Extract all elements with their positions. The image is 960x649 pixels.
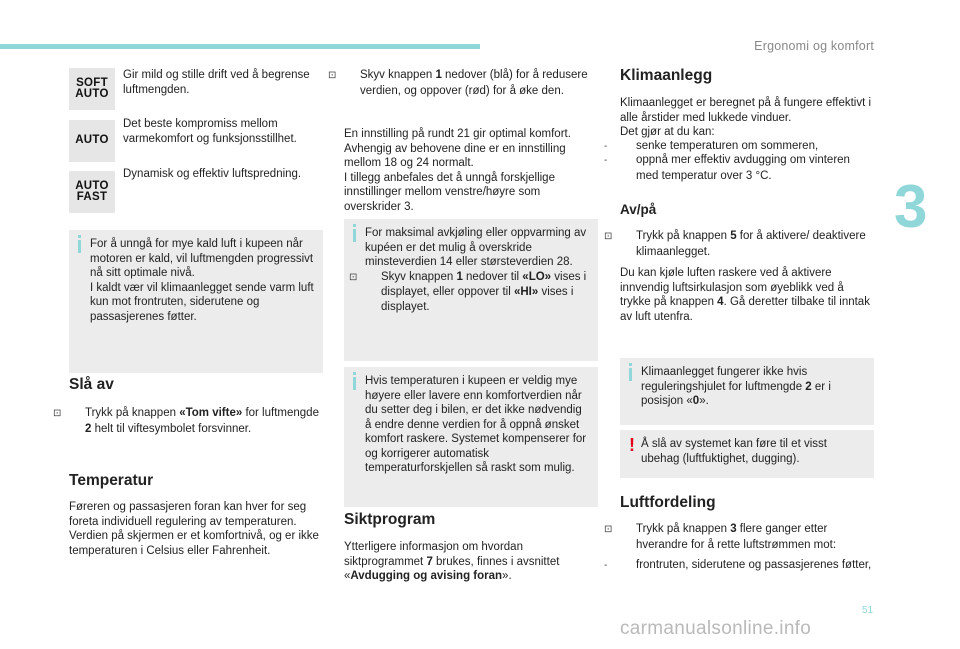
text: vises i displayet. [381, 286, 574, 313]
text: Trykk på knappen [85, 407, 180, 419]
temperatur-text: Føreren og passasjeren foran kan hver for seg foreta individuell regulering av temperaturen. Verdien på skjermen er et komfortnivå, og er ikke temperaturen i Celsius eller Fahrenheit. [69, 501, 319, 557]
info-bar-icon [78, 240, 81, 253]
luftfordeling-instruction [604, 522, 874, 552]
text: helt til viftesymbolet forsvinner. [91, 422, 252, 435]
text: brukes, finnes i avsnittet « [344, 555, 560, 582]
exclamation-icon: ! [629, 435, 635, 455]
icon-label-line1: SOFT [76, 76, 108, 89]
text: . Gå deretter tilbake til inntak av luft utenfra. [620, 296, 870, 323]
info-note-text: For å unngå for mye kald luft i kupeen når motoren er kald, vil luftmengden progressivt nå sitt optimale nivå. I kaldt vær vil klimaanlegget sende varm luft kun mot frontruten, siderutene og passasjerenes føtter. [90, 238, 314, 323]
recirculation-text [620, 266, 874, 324]
control-number: 2 [85, 422, 92, 435]
info-note-content [349, 226, 590, 314]
text: Klimaanlegget fungerer ikke hvis reguleringshjulet for luftmengde [641, 366, 808, 393]
auto-icon [69, 120, 115, 162]
text: nedover til [462, 270, 523, 283]
button-name: «Tom vifte» [179, 407, 243, 419]
info-bar-icon [629, 368, 632, 381]
text: Trykk på knappen [636, 230, 731, 242]
button-press-icon: ⊡ [604, 524, 613, 535]
text: oppnå mer effektiv avdugging om vinteren med temperatur over 3 °C. [636, 154, 850, 182]
auto-fast-icon [69, 171, 115, 213]
text: frontruten, siderutene og passasjerenes føtter, [636, 559, 872, 571]
control-number: 1 [435, 69, 442, 81]
klimaanlegg-item [604, 153, 874, 183]
button-press-icon: ⊡ [328, 70, 337, 81]
text: for luftmengde [242, 407, 319, 419]
header-accent-bar [0, 44, 480, 49]
page-number: 51 [862, 605, 874, 616]
section-heading-siktprogram: Siktprogram [344, 511, 436, 528]
text: nedover (blå) for å redusere verdien, og oppover (rød) for å øke den. [360, 69, 588, 97]
icon-label-line2: FAST [76, 191, 108, 203]
auto-description: Det beste kompromiss mellom varmekomfort og funksjonsstillhet. [123, 118, 297, 145]
icon-label-line1: AUTO [75, 134, 109, 147]
info-bar-icon [353, 377, 356, 390]
text: flere ganger etter hverandre for å rette luftstrømmen mot: [636, 523, 837, 551]
position-zero: 0 [692, 395, 700, 407]
control-number: 4 [717, 296, 724, 308]
section-heading-klimaanlegg: Klimaanlegg [620, 67, 713, 84]
section-heading-temperatur: Temperatur [69, 472, 154, 489]
text: ». [699, 395, 709, 407]
button-press-icon: ⊡ [53, 408, 62, 419]
sla-av-instruction [53, 406, 323, 436]
icon-label-line2: AUTO [75, 88, 109, 100]
info-note-compensation [344, 367, 598, 507]
header-title: Ergonomi og komfort [754, 39, 874, 53]
info-bar-icon [353, 229, 356, 242]
info-note-max-cooling [344, 219, 598, 361]
soft-auto-description: Gir mild og stille drift ved å begrense luftmengden. [123, 69, 310, 96]
text: vises i displayet, eller oppover til [381, 270, 587, 298]
hi-label: «HI» [513, 286, 539, 298]
info-note-airflow-zero [620, 358, 874, 425]
info-note-text: For maksimal avkjøling eller oppvarming av kupéen er det mulig å overskride minsteverdien 14 eller størsteverdien 28. [365, 227, 587, 268]
temp-recommendation: En innstilling på rundt 21 gir optimal komfort. Avhengig av behovene dine er en innstilling mellom 18 og 24 normalt. I tillegg anbefales det å unngå forskjellige innstillinger mellom venstre/høyre som overskrider 3. [344, 128, 571, 213]
icon-label-line1: AUTO [75, 179, 109, 192]
temp-slider-instruction [328, 68, 598, 98]
text: senke temperaturen om sommeren, [636, 140, 819, 152]
warning-text: Å slå av systemet kan føre til et visst ubehag (luftfuktighet, dugging). [641, 438, 827, 465]
dash-bullet: - [604, 155, 608, 166]
text: Ytterligere informasjon om hvordan siktprogrammet [344, 541, 523, 568]
text: Du kan kjøle luften raskere ved å aktivere innvendig luftsirkulasjon som øyeblikk ved å trykke på knappen [620, 267, 844, 308]
text: for å aktivere/ deaktivere klimaanlegget. [636, 230, 866, 258]
lo-hi-instruction [349, 270, 590, 315]
section-heading-sla-av: Slå av [69, 376, 114, 393]
control-number: 5 [730, 230, 737, 242]
dash-bullet: - [604, 560, 608, 571]
text: ». [502, 570, 512, 582]
auto-fast-description: Dynamisk og effektiv luftspredning. [123, 168, 302, 180]
soft-auto-icon [69, 68, 115, 110]
info-note-text [641, 365, 866, 409]
button-press-icon: ⊡ [604, 231, 613, 242]
control-number: 2 [805, 380, 812, 393]
text: Skyv knappen [360, 69, 436, 81]
text: Skyv knappen [381, 270, 457, 283]
control-number: 1 [456, 270, 463, 283]
av-pa-instruction [604, 229, 874, 259]
control-number: 7 [426, 555, 433, 568]
control-number: 3 [730, 523, 737, 535]
section-reference-link[interactable]: Avdugging og avising foran [350, 570, 503, 582]
dash-bullet: - [604, 141, 608, 152]
info-note-text: Hvis temperaturen i kupeen er veldig mye høyere eller lavere enn komfortverdien når du setter deg i bilen, er det ikke nødvendig å endre denne verdien for å oppnå ønsket komfort raskere. Systemet kompenserer for og korrigerer automatisk temperaturforskjellen så raskt som mulig. [365, 375, 587, 474]
info-note-cold-air [69, 230, 323, 373]
button-press-icon: ⊡ [349, 271, 358, 283]
chapter-number: 3 [894, 173, 928, 240]
siktprogram-text [344, 540, 598, 584]
lo-label: «LO» [522, 270, 552, 283]
section-heading-av-pa: Av/på [620, 202, 657, 217]
warning-note [620, 430, 874, 478]
klimaanlegg-intro: Klimaanlegget er beregnet på å fungere effektivt i alle årstider med lukkede vinduer. Det gjør at du kan: [620, 97, 872, 138]
text: Trykk på knappen [636, 523, 731, 535]
luftfordeling-item [604, 558, 874, 574]
text: er i posisjon « [641, 380, 831, 407]
section-heading-luftfordeling: Luftfordeling [620, 494, 716, 511]
watermark: carmanualsonline.info [620, 618, 812, 639]
